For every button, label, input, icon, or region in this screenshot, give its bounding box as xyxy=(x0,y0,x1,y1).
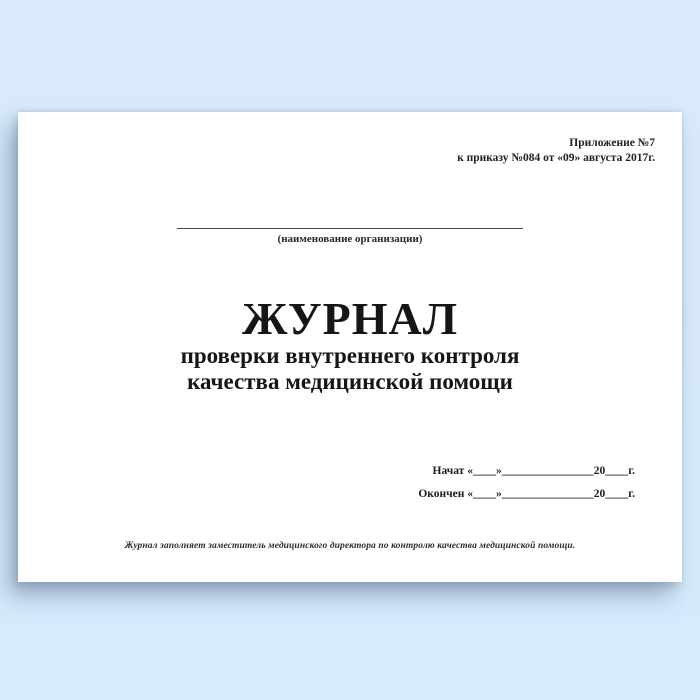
journal-subtitle xyxy=(18,343,682,395)
appendix-reference xyxy=(457,136,655,166)
finished-date-line: Окончен «____»________________20____г. xyxy=(418,488,635,500)
journal-subtitle-line1: проверки внутреннего контроля xyxy=(180,343,520,368)
organization-caption: (наименование организации) xyxy=(277,233,423,245)
date-fields xyxy=(418,465,635,500)
journal-cover-sheet xyxy=(18,112,682,582)
journal-title: ЖУРНАЛ xyxy=(242,293,458,344)
appendix-line1: Приложение №7 xyxy=(569,137,655,149)
footnote-text: Журнал заполняет заместитель медицинского директора по контролю качества медицинской помощи. xyxy=(124,541,576,551)
organization-name-blank-line xyxy=(177,228,523,229)
journal-subtitle-line2: качества медицинской помощи xyxy=(187,369,513,394)
started-date-line: Начат «____»________________20____г. xyxy=(432,465,635,477)
appendix-line2: к приказу №084 от «09» августа 2017г. xyxy=(457,152,655,164)
